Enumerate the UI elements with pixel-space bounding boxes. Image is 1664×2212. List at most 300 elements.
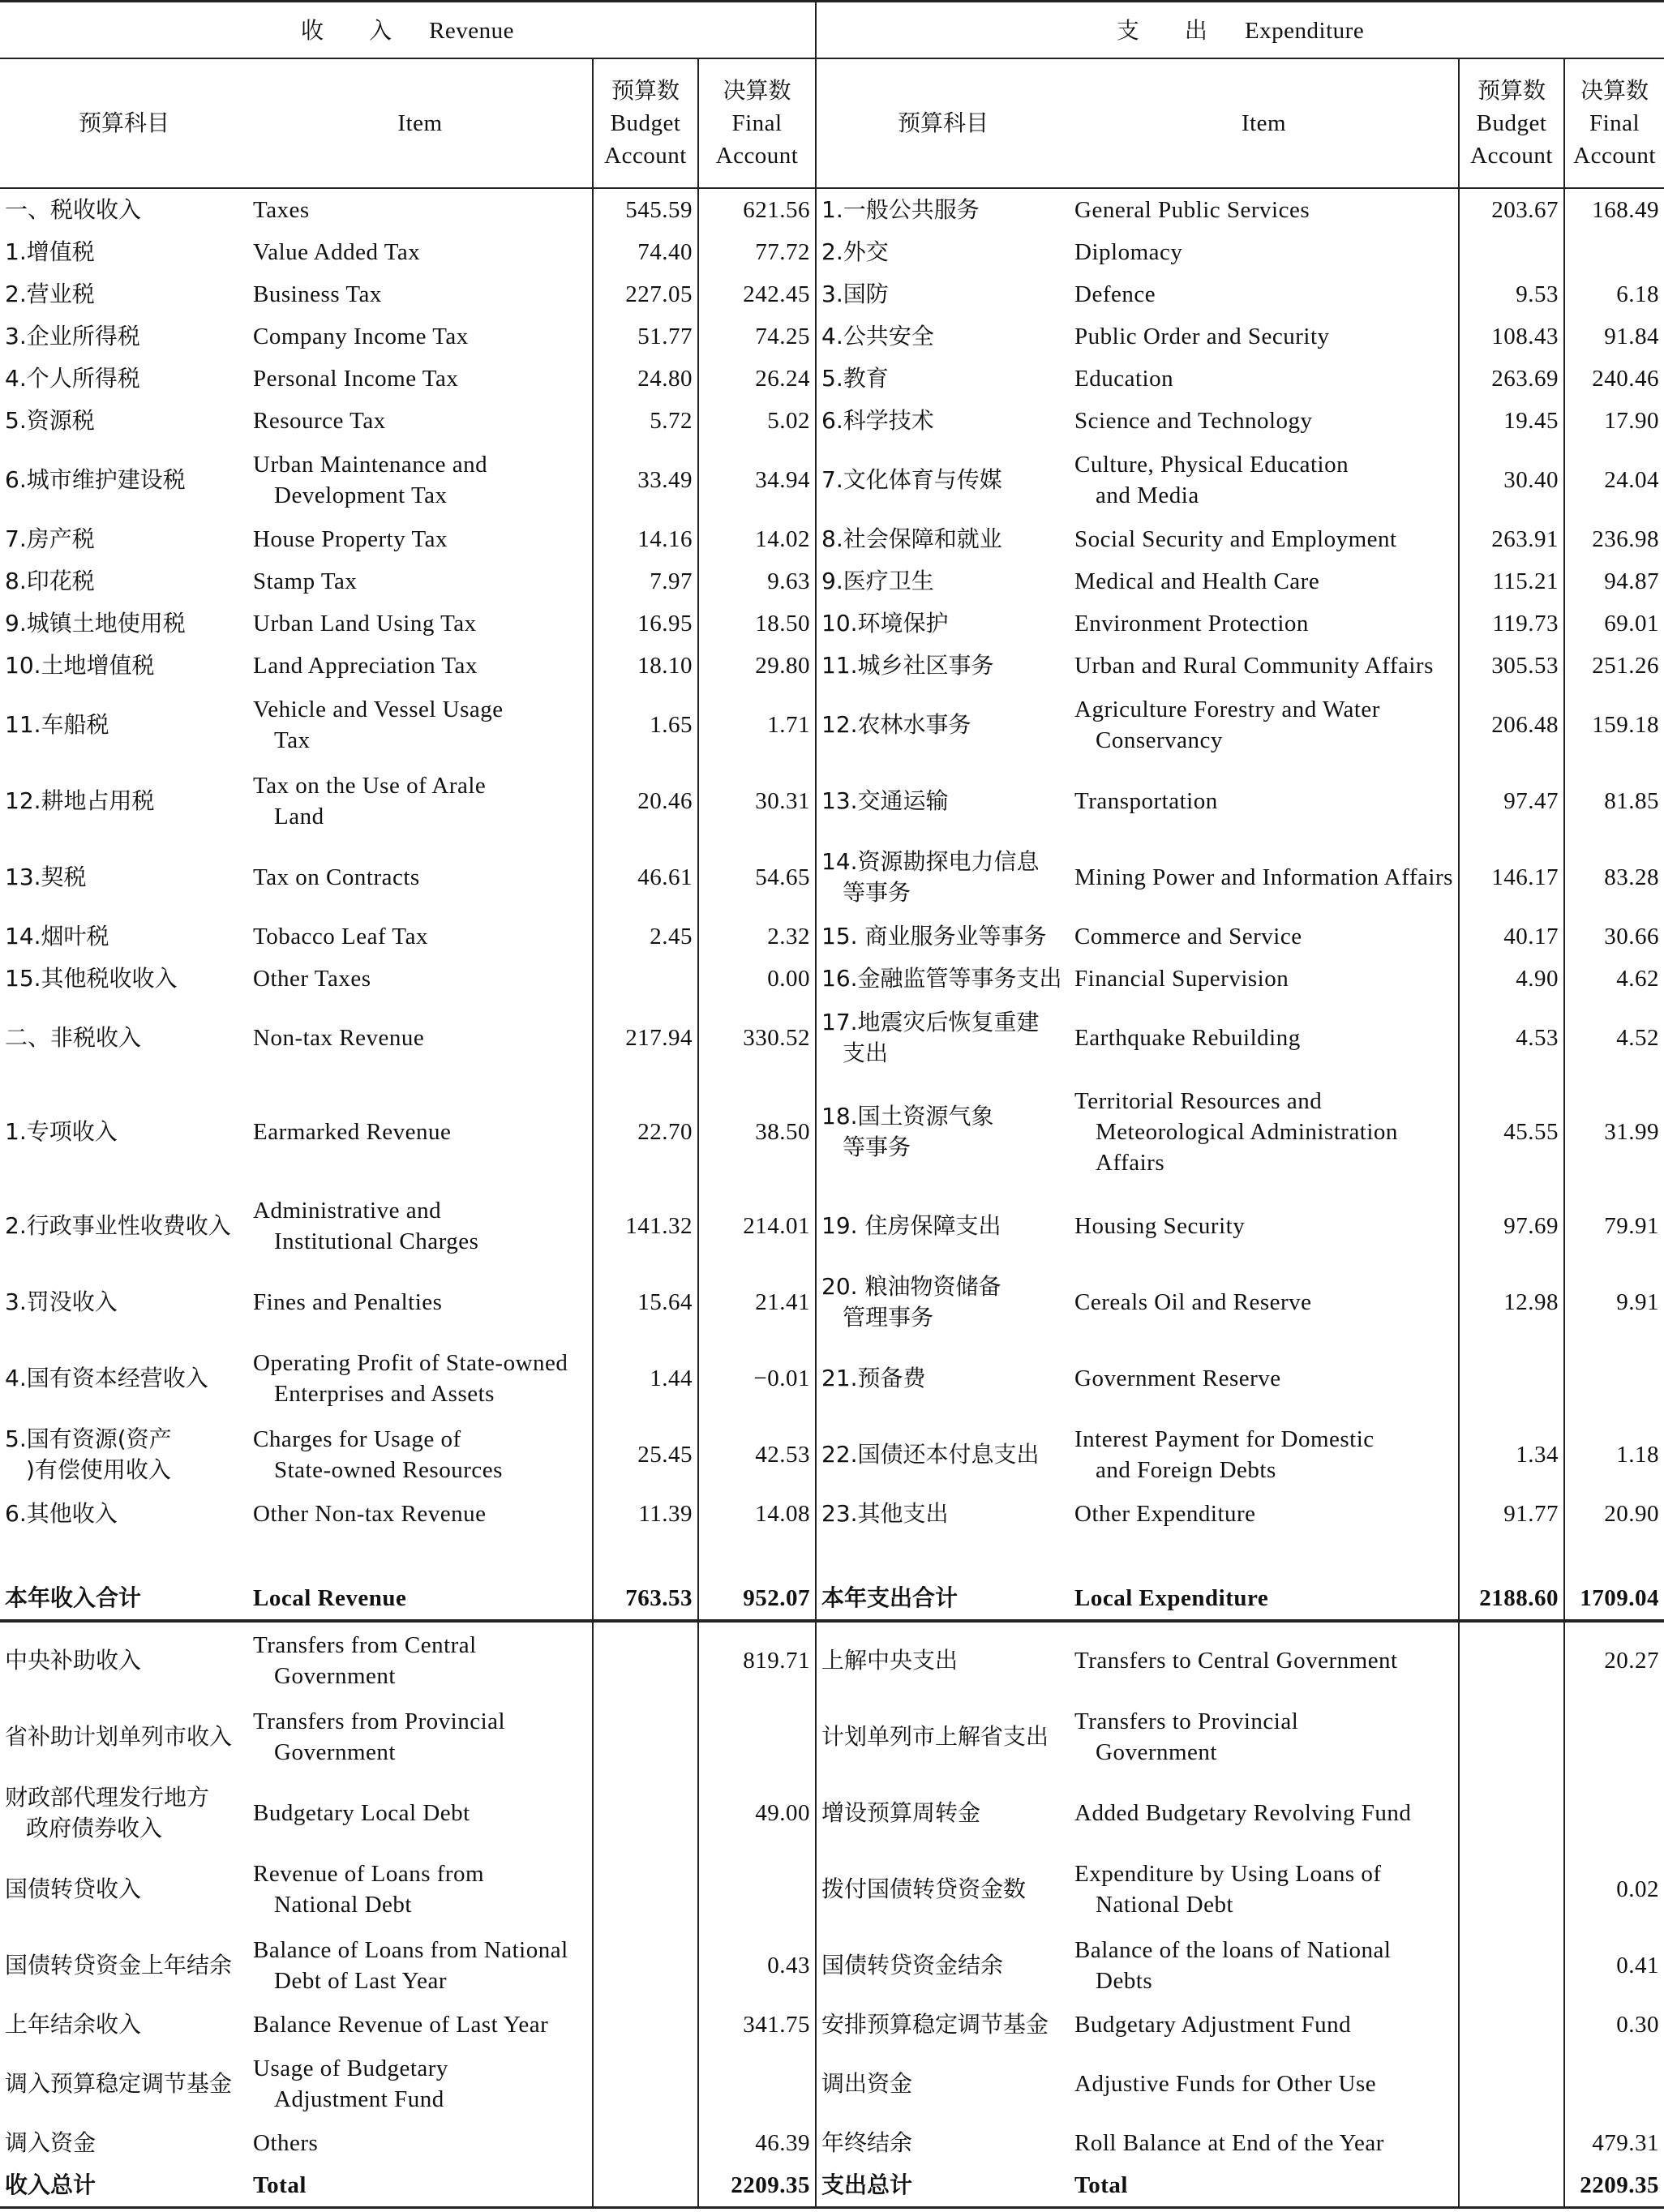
revenue-item-en (248, 839, 593, 915)
revenue-budget-value: 20.46 (593, 763, 698, 839)
revenue-final-value: 21.41 (698, 1264, 816, 1340)
revenue-budget-value (593, 2122, 698, 2164)
expenditure-item-en-line: Territorial Resources and (1074, 1088, 1323, 1114)
expenditure-section-header (816, 2, 1664, 59)
expenditure-item-zh (816, 1000, 1070, 1076)
expenditure-item-en (1070, 358, 1459, 400)
revenue-item-en (248, 273, 593, 315)
revenue-item-zh (0, 1417, 248, 1493)
subtotal-expenditure-final: 1709.04 (1564, 1577, 1664, 1621)
revenue-item-zh (0, 2046, 248, 2122)
expenditure-budget-value: 108.43 (1459, 315, 1564, 358)
revenue-final-value: −0.01 (698, 1340, 816, 1417)
table-row (0, 645, 1664, 687)
revenue-final-value (698, 1851, 816, 1927)
revenue-budget-value: 7.97 (593, 560, 698, 602)
expenditure-item-zh-line: 5.教育 (821, 365, 889, 392)
revenue-item-en-line: Enterprises and Assets (274, 1381, 495, 1407)
revenue-item-zh: 3.罚没收入 (5, 1288, 118, 1315)
expenditure-item-zh (816, 1775, 1070, 1851)
revenue-item-en-line: Company Income Tax (253, 324, 469, 349)
table-body (0, 2, 1664, 2208)
spacer-cell (1459, 1535, 1564, 1577)
subtotal-revenue-zh: 本年收入合计 (0, 1577, 248, 1621)
expenditure-item-en-line: Budgetary Adjustment Fund (1074, 2012, 1352, 2038)
expenditure-item-en (1070, 602, 1459, 645)
expenditure-item-zh (816, 839, 1070, 915)
revenue-item-zh (0, 1621, 248, 1699)
expenditure-item-en (1070, 1493, 1459, 1535)
table-row (0, 560, 1664, 602)
expenditure-final-value: 17.90 (1564, 400, 1664, 442)
expenditure-item-zh-line: 4.公共安全 (821, 323, 934, 349)
revenue-item-en (248, 602, 593, 645)
total-revenue-budget (593, 2164, 698, 2208)
expenditure-item-en (1070, 839, 1459, 915)
expenditure-budget-value: 119.73 (1459, 602, 1564, 645)
total-revenue-en: Total (248, 2164, 593, 2208)
expenditure-budget-value (1459, 2122, 1564, 2164)
subtotal-revenue-budget: 763.53 (593, 1577, 698, 1621)
expenditure-item-zh-line: 21.预备费 (821, 1365, 926, 1391)
revenue-item-en-line: Usage of Budgetary (253, 2056, 448, 2081)
expenditure-item-zh-line: 调出资金 (821, 2070, 913, 2097)
revenue-budget-value: 51.77 (593, 315, 698, 358)
revenue-item-en (248, 1264, 593, 1340)
revenue-item-zh (0, 1927, 248, 2004)
revenue-item-en-line: Tax (274, 727, 311, 753)
expenditure-item-en (1070, 1000, 1459, 1076)
expenditure-item-zh (816, 1927, 1070, 2004)
subtotal-revenue-en: Local Revenue (248, 1577, 593, 1621)
spacer-cell (0, 1535, 248, 1577)
revenue-item-zh: 11.车船税 (5, 711, 109, 738)
expenditure-budget-value (1459, 2046, 1564, 2122)
revenue-budget-value: 5.72 (593, 400, 698, 442)
budget-header-zh: 预算数 (1477, 77, 1546, 104)
expenditure-item-zh (816, 442, 1070, 518)
spacer-cell (1070, 1535, 1459, 1577)
expenditure-item-zh (816, 1493, 1070, 1535)
revenue-item-en-line: Government (274, 1663, 396, 1689)
expenditure-item-zh-line: 3.国防 (821, 281, 889, 307)
expenditure-item-zh-line: 16.金融监管等事务支出 (821, 965, 1062, 992)
revenue-budget-value: 24.80 (593, 358, 698, 400)
table-row (0, 1188, 1664, 1264)
revenue-final-value: 14.08 (698, 1493, 816, 1535)
budget-header-en2: Account (604, 143, 687, 169)
table-row (0, 1699, 1664, 1775)
expenditure-item-zh-header: 预算科目 (816, 58, 1070, 188)
expenditure-item-zh (816, 602, 1070, 645)
revenue-item-en-line: Institutional Charges (274, 1228, 479, 1254)
total-expenditure-final: 2209.35 (1564, 2164, 1664, 2208)
revenue-section-header (0, 2, 816, 59)
expenditure-final-value (1564, 1340, 1664, 1417)
revenue-budget-value (593, 2004, 698, 2046)
revenue-item-en (248, 1340, 593, 1417)
budget-header-en1: Budget (1476, 110, 1547, 136)
expenditure-final-value: 20.27 (1564, 1621, 1664, 1699)
table-row (0, 1621, 1664, 1699)
revenue-final-value: 0.00 (698, 958, 816, 1000)
revenue-item-zh: 13.契税 (5, 864, 87, 890)
expenditure-item-zh (816, 1699, 1070, 1775)
revenue-final-value: 621.56 (698, 188, 816, 231)
revenue-item-zh: 6.其他收入 (5, 1500, 118, 1527)
revenue-item-en (248, 2122, 593, 2164)
expenditure-item-en (1070, 645, 1459, 687)
revenue-item-en-line: Business Tax (253, 281, 382, 307)
expenditure-item-en (1070, 188, 1459, 231)
revenue-item-en-line: Resource Tax (253, 408, 386, 434)
expenditure-final-value (1564, 1699, 1664, 1775)
subtotal-revenue-final: 952.07 (698, 1577, 816, 1621)
table-row (0, 687, 1664, 763)
expenditure-item-en-line: Mining Power and Information Affairs (1074, 864, 1453, 890)
expenditure-item-zh (816, 315, 1070, 358)
expenditure-item-zh (816, 763, 1070, 839)
expenditure-item-zh-line: 15. 商业服务业等事务 (821, 923, 1047, 950)
expenditure-item-en-line: National Debt (1096, 1892, 1233, 1918)
revenue-budget-value: 16.95 (593, 602, 698, 645)
expenditure-item-en-line: Culture, Physical Education (1074, 452, 1349, 478)
expenditure-final-value: 6.18 (1564, 273, 1664, 315)
expenditure-item-en-line: Financial Supervision (1074, 966, 1289, 992)
revenue-item-en (248, 358, 593, 400)
revenue-final-value (698, 2046, 816, 2122)
expenditure-header-en: Expenditure (1244, 17, 1365, 44)
expenditure-budget-value (1459, 1775, 1564, 1851)
expenditure-item-en-line: Roll Balance at End of the Year (1074, 2130, 1384, 2156)
expenditure-budget-value: 19.45 (1459, 400, 1564, 442)
expenditure-item-zh (816, 1340, 1070, 1417)
expenditure-item-en-line: Science and Technology (1074, 408, 1313, 434)
revenue-budget-value (593, 1851, 698, 1927)
revenue-final-value: 26.24 (698, 358, 816, 400)
expenditure-item-zh (816, 400, 1070, 442)
table-row (0, 273, 1664, 315)
revenue-final-value: 77.72 (698, 231, 816, 273)
expenditure-item-zh (816, 358, 1070, 400)
expenditure-item-en-line: Agriculture Forestry and Water (1074, 697, 1380, 722)
expenditure-item-en (1070, 1076, 1459, 1188)
expenditure-item-en (1070, 687, 1459, 763)
revenue-item-en-line: Tax on the Use of Arale (253, 773, 487, 799)
revenue-header-zh: 收 入 (300, 16, 392, 44)
revenue-final-value: 9.63 (698, 560, 816, 602)
revenue-item-zh-line: 上年结余收入 (5, 2011, 142, 2038)
expenditure-budget-value (1459, 1621, 1564, 1699)
revenue-final-value: 14.02 (698, 518, 816, 560)
revenue-item-en-line: Charges for Usage of (253, 1426, 461, 1452)
expenditure-item-zh (816, 231, 1070, 273)
expenditure-budget-value: 263.69 (1459, 358, 1564, 400)
revenue-item-en-header: Item (248, 58, 593, 188)
revenue-budget-value: 2.45 (593, 915, 698, 958)
expenditure-final-value: 79.91 (1564, 1188, 1664, 1264)
expenditure-item-zh-line: 增设预算周转金 (821, 1799, 981, 1826)
expenditure-item-en (1070, 400, 1459, 442)
expenditure-item-en (1070, 2122, 1459, 2164)
expenditure-header-zh: 支 出 (1116, 16, 1207, 44)
expenditure-item-zh (816, 645, 1070, 687)
expenditure-item-zh-line: 10.环境保护 (821, 610, 949, 637)
expenditure-item-en-line: Earthquake Rebuilding (1074, 1025, 1301, 1051)
revenue-item-en (248, 1000, 593, 1076)
expenditure-item-en-line: Transfers to Central Government (1074, 1648, 1398, 1674)
revenue-item-zh-line: 调入资金 (5, 2129, 96, 2156)
spacer-cell (1564, 1535, 1664, 1577)
expenditure-item-zh (816, 1417, 1070, 1493)
expenditure-item-en (1070, 1621, 1459, 1699)
revenue-final-value: 242.45 (698, 273, 816, 315)
table-row (0, 602, 1664, 645)
revenue-item-zh: 一、税收收入 (5, 196, 142, 223)
expenditure-budget-value: 146.17 (1459, 839, 1564, 915)
revenue-item-en (248, 2046, 593, 2122)
revenue-item-zh-line: 国债转贷收入 (5, 1875, 142, 1902)
expenditure-final-value (1564, 2046, 1664, 2122)
revenue-item-en (248, 1076, 593, 1188)
expenditure-item-en-line: Added Budgetary Revolving Fund (1074, 1800, 1412, 1826)
revenue-item-en (248, 915, 593, 958)
table-row (0, 1927, 1664, 2004)
expenditure-item-en (1070, 763, 1459, 839)
revenue-item-en (248, 645, 593, 687)
table-row (0, 442, 1664, 518)
expenditure-item-en (1070, 1188, 1459, 1264)
expenditure-item-en-line: Meteorological Administration (1096, 1119, 1398, 1145)
table-row (0, 1493, 1664, 1535)
expenditure-final-header (1564, 58, 1664, 188)
expenditure-budget-value: 12.98 (1459, 1264, 1564, 1340)
revenue-item-zh-line: 调入预算稳定调节基金 (5, 2070, 233, 2097)
revenue-budget-header (593, 58, 698, 188)
revenue-item-en-line: Transfers from Central (253, 1632, 477, 1658)
expenditure-item-en-line: Education (1074, 366, 1174, 392)
revenue-item-zh: 5.资源税 (5, 407, 95, 434)
expenditure-item-zh-line: 管理事务 (843, 1304, 934, 1331)
revenue-final-header (698, 58, 816, 188)
revenue-item-en (248, 400, 593, 442)
final-header-zh: 决算数 (723, 77, 791, 104)
table-row (0, 915, 1664, 958)
revenue-item-en-line: Land Appreciation Tax (253, 653, 478, 679)
revenue-budget-value (593, 1927, 698, 2004)
table-row (0, 1076, 1664, 1188)
budget-header-en2: Account (1470, 143, 1553, 169)
expenditure-item-zh-line: 国债转贷资金结余 (821, 1952, 1004, 1978)
expenditure-budget-value: 4.53 (1459, 1000, 1564, 1076)
expenditure-item-zh (816, 958, 1070, 1000)
expenditure-item-zh-line: 等事务 (843, 1134, 911, 1160)
revenue-item-en (248, 1699, 593, 1775)
revenue-final-value: 38.50 (698, 1076, 816, 1188)
expenditure-item-en (1070, 231, 1459, 273)
expenditure-final-value: 31.99 (1564, 1076, 1664, 1188)
expenditure-item-zh (816, 518, 1070, 560)
spacer-row (0, 1535, 1664, 1577)
expenditure-item-zh-line: 7.文化体育与传媒 (821, 466, 1002, 493)
revenue-final-value: 46.39 (698, 2122, 816, 2164)
revenue-item-en-line: Administrative and (253, 1198, 442, 1224)
revenue-item-en-line: Personal Income Tax (253, 366, 459, 392)
expenditure-item-en (1070, 315, 1459, 358)
final-header-en1: Final (731, 110, 783, 136)
revenue-item-en-line: Other Non-tax Revenue (253, 1501, 487, 1527)
expenditure-item-zh (816, 1851, 1070, 1927)
spacer-cell (816, 1535, 1070, 1577)
revenue-budget-value (593, 1699, 698, 1775)
expenditure-final-value: 159.18 (1564, 687, 1664, 763)
expenditure-budget-value: 91.77 (1459, 1493, 1564, 1535)
revenue-item-en-line: Tobacco Leaf Tax (253, 924, 428, 950)
expenditure-item-en-line: Conservancy (1096, 727, 1223, 753)
spacer-cell (248, 1535, 593, 1577)
expenditure-final-value: 4.52 (1564, 1000, 1664, 1076)
table-row (0, 763, 1664, 839)
expenditure-item-en-line: Adjustive Funds for Other Use (1074, 2071, 1377, 2097)
revenue-item-en-line: Balance Revenue of Last Year (253, 2012, 549, 2038)
expenditure-item-en (1070, 1851, 1459, 1927)
spacer-cell (593, 1535, 698, 1577)
revenue-budget-value: 1.44 (593, 1340, 698, 1417)
revenue-budget-value: 11.39 (593, 1493, 698, 1535)
expenditure-item-en-line: and Media (1096, 482, 1199, 508)
revenue-item-zh (0, 1699, 248, 1775)
revenue-item-en-line: Fines and Penalties (253, 1289, 443, 1315)
total-expenditure-zh: 支出总计 (816, 2164, 1070, 2208)
expenditure-item-en-line: Transfers to Provincial (1074, 1708, 1299, 1734)
expenditure-item-zh-line: 计划单列市上解省支出 (821, 1723, 1049, 1750)
expenditure-item-zh-line: 2.外交 (821, 238, 889, 265)
revenue-item-en (248, 518, 593, 560)
expenditure-budget-value (1459, 2004, 1564, 2046)
expenditure-final-value: 0.41 (1564, 1927, 1664, 2004)
expenditure-final-value: 94.87 (1564, 560, 1664, 602)
revenue-item-zh (0, 2122, 248, 2164)
expenditure-item-zh-line: 上解中央支出 (821, 1647, 959, 1674)
expenditure-item-zh-line: 等事务 (843, 879, 911, 906)
expenditure-final-value: 240.46 (1564, 358, 1664, 400)
revenue-budget-value: 227.05 (593, 273, 698, 315)
revenue-item-zh-line: )有偿使用收入 (26, 1456, 171, 1483)
expenditure-item-zh-line: 13.交通运输 (821, 787, 949, 814)
table-row (0, 1417, 1664, 1493)
expenditure-item-en-line: General Public Services (1074, 197, 1310, 223)
expenditure-item-zh-line: 支出 (843, 1040, 889, 1066)
revenue-item-en-line: Debt of Last Year (274, 1968, 448, 1994)
expenditure-final-value: 0.30 (1564, 2004, 1664, 2046)
revenue-item-zh: 12.耕地占用税 (5, 787, 155, 814)
subtotal-expenditure-en: Local Expenditure (1070, 1577, 1459, 1621)
revenue-item-en (248, 231, 593, 273)
revenue-item-zh-header: 预算科目 (0, 58, 248, 188)
final-header-en2: Account (715, 143, 799, 169)
expenditure-budget-value (1459, 1699, 1564, 1775)
expenditure-item-en-line: Government Reserve (1074, 1365, 1281, 1391)
expenditure-final-value: 20.90 (1564, 1493, 1664, 1535)
expenditure-item-zh (816, 915, 1070, 958)
expenditure-item-en-line: Other Expenditure (1074, 1501, 1256, 1527)
revenue-budget-value: 46.61 (593, 839, 698, 915)
revenue-item-zh: 15.其他税收收入 (5, 965, 178, 992)
revenue-item-en (248, 763, 593, 839)
revenue-item-zh-line: 政府债券收入 (26, 1815, 163, 1841)
expenditure-item-en-line: Public Order and Security (1074, 324, 1330, 349)
expenditure-final-value: 168.49 (1564, 188, 1664, 231)
expenditure-item-zh-line: 17.地震灾后恢复重建 (821, 1009, 1040, 1035)
expenditure-final-value: 0.02 (1564, 1851, 1664, 1927)
expenditure-item-zh-line: 9.医疗卫生 (821, 568, 934, 594)
revenue-item-en-line: Balance of Loans from National (253, 1937, 568, 1963)
revenue-item-en-line: National Debt (274, 1892, 412, 1918)
expenditure-item-en-line: Cereals Oil and Reserve (1074, 1289, 1312, 1315)
expenditure-final-value: 69.01 (1564, 602, 1664, 645)
expenditure-item-zh-line: 22.国债还本付息支出 (821, 1441, 1040, 1468)
revenue-item-zh: 9.城镇土地使用税 (5, 610, 186, 637)
subtotal-row (0, 1577, 1664, 1621)
expenditure-item-en-line: Environment Protection (1074, 611, 1309, 637)
expenditure-item-en-line: Diplomacy (1074, 239, 1183, 265)
total-expenditure-budget (1459, 2164, 1564, 2208)
expenditure-item-zh-line: 6.科学技术 (821, 407, 934, 434)
revenue-item-zh: 4.国有资本经营收入 (5, 1365, 208, 1391)
expenditure-item-en (1070, 1927, 1459, 2004)
revenue-item-zh: 10.土地增值税 (5, 652, 155, 679)
expenditure-item-zh (816, 560, 1070, 602)
revenue-item-zh: 4.个人所得税 (5, 365, 140, 392)
revenue-item-en-line: Transfers from Provincial (253, 1708, 506, 1734)
expenditure-item-zh (816, 273, 1070, 315)
expenditure-item-en (1070, 1417, 1459, 1493)
table-row (0, 1851, 1664, 1927)
expenditure-budget-value: 263.91 (1459, 518, 1564, 560)
column-header-row (0, 58, 1664, 188)
table-row (0, 839, 1664, 915)
table-row (0, 1775, 1664, 1851)
revenue-final-value (698, 1699, 816, 1775)
revenue-budget-value: 22.70 (593, 1076, 698, 1188)
expenditure-item-zh (816, 188, 1070, 231)
expenditure-item-en (1070, 958, 1459, 1000)
revenue-item-zh: 14.烟叶税 (5, 923, 109, 950)
expenditure-budget-value: 97.69 (1459, 1188, 1564, 1264)
total-row (0, 2164, 1664, 2208)
revenue-item-zh: 二、非税收入 (5, 1024, 142, 1051)
revenue-item-en (248, 188, 593, 231)
table-row (0, 2004, 1664, 2046)
revenue-item-en-line: Value Added Tax (253, 239, 421, 265)
revenue-item-en (248, 1493, 593, 1535)
revenue-item-en-line: Non-tax Revenue (253, 1025, 425, 1051)
revenue-item-zh-line: 中央补助收入 (5, 1647, 142, 1674)
expenditure-item-zh-line: 11.城乡社区事务 (821, 652, 994, 679)
revenue-item-en-line: Urban Maintenance and (253, 452, 488, 478)
expenditure-item-zh (816, 1264, 1070, 1340)
revenue-budget-value: 74.40 (593, 231, 698, 273)
table-row (0, 188, 1664, 231)
total-expenditure-en: Total (1070, 2164, 1459, 2208)
expenditure-item-zh-line: 12.农林水事务 (821, 711, 971, 738)
revenue-item-zh-line: 省补助计划单列市收入 (5, 1723, 233, 1750)
revenue-final-value: 1.71 (698, 687, 816, 763)
expenditure-budget-value: 45.55 (1459, 1076, 1564, 1188)
expenditure-item-en (1070, 560, 1459, 602)
table-row (0, 315, 1664, 358)
expenditure-budget-value: 40.17 (1459, 915, 1564, 958)
